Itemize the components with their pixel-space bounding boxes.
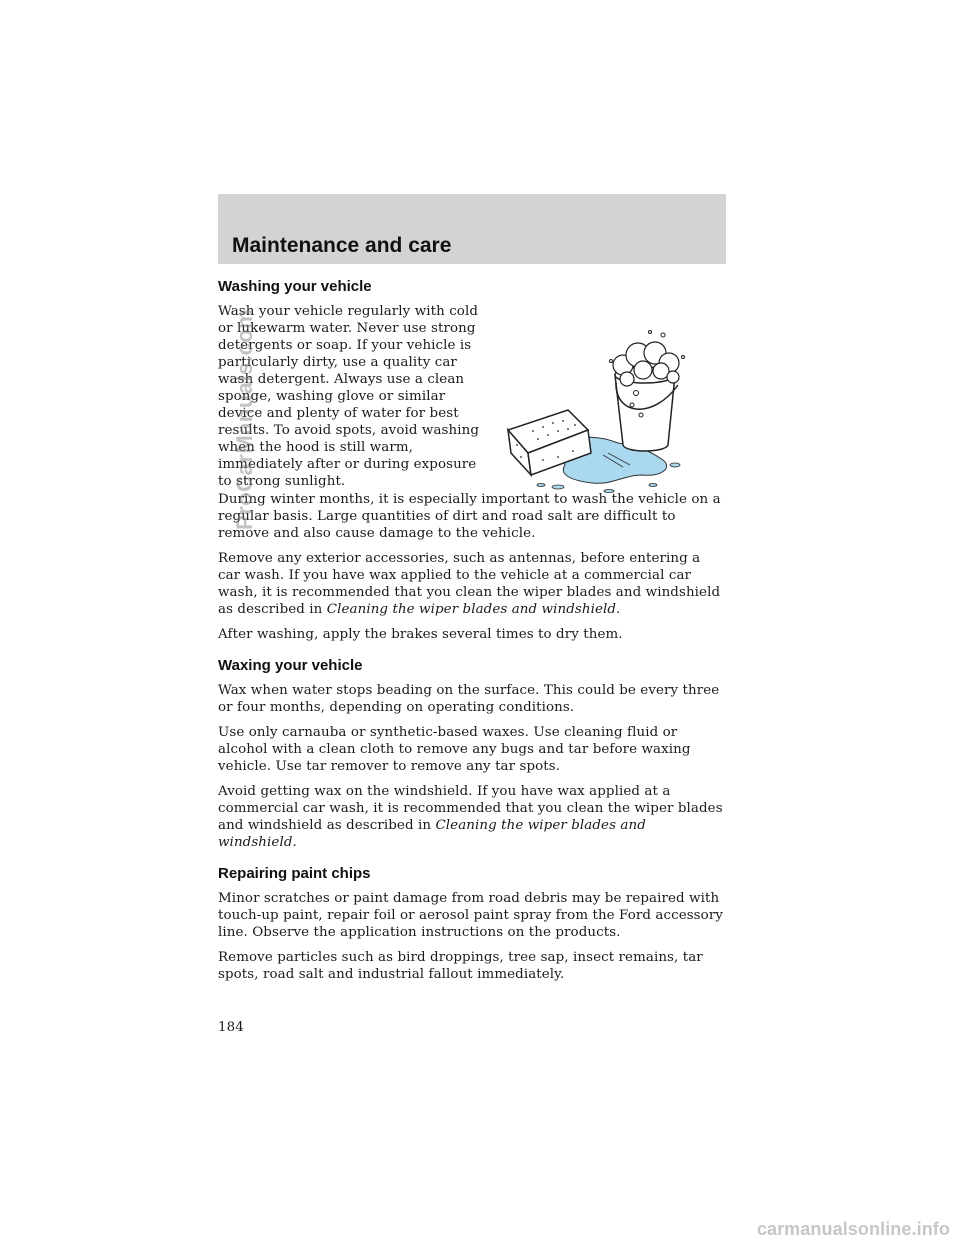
waxing-paragraph-2: Use only carnauba or synthetic-based waxes. Use cleaning fluid or alcohol with a clean cloth to remove any bugs and tar before waxing vehicle. Use tar remover to remove any tar spots. [218, 725, 691, 774]
page-content [218, 278, 726, 991]
paint-paragraph-2: Remove particles such as bird droppings, tree sap, insect remains, tar spots, road salt and industrial fallout immediately. [218, 950, 703, 982]
bucket-sponge-illustration [503, 325, 703, 495]
washing-paragraph-3-text: Remove any exterior accessories, such as antennas, before entering a car wash. If you have wax applied to the vehicle at a commercial car wash, it is recommended that you clean the wiper blades and windshield as described in [218, 551, 721, 617]
washing-intro-block [218, 303, 726, 491]
waxing-paragraph-3 [218, 783, 726, 851]
section-header-band [218, 194, 726, 264]
wiper-cleaning-reference-2: Cleaning the wiper blades and windshield. [218, 818, 646, 850]
bucket-icon [615, 375, 675, 451]
bottom-watermark: carmanualsonline.info [756, 1219, 950, 1239]
side-watermark: ProCarManuals.com [232, 308, 257, 530]
wiper-cleaning-reference: Cleaning the wiper blades and windshield. [326, 602, 621, 617]
washing-paragraph-1: Wash your vehicle regularly with cold or lukewarm water. Never use strong detergents or soap. If your vehicle is particularly dirty, use a quality car wash detergent. Always use a clean sponge, washing glove or similar device and plenty of water for best results. To avoid spots, avoid washing when the hood is still warm, immediately after or during exposure to strong sunlight. [218, 304, 480, 489]
waxing-paragraph-1: Wax when water stops beading on the surface. This could be every three or four months, depending on operating conditions. [218, 683, 720, 715]
waxing-paragraph-3-text: Avoid getting wax on the windshield. If you have wax applied at a commercial car wash, it is recommended that you clean the wiper blades and windshield as described in [218, 784, 723, 833]
paint-paragraph-1: Minor scratches or paint damage from road debris may be repaired with touch-up paint, repair foil or aerosol paint spray from the Ford accessory line. Observe the application instructions on the products. [218, 891, 723, 940]
waxing-heading: Waxing your vehicle [218, 657, 363, 674]
washing-paragraph-4: After washing, apply the brakes several times to dry them. [218, 627, 623, 642]
page-number: 184 [218, 1020, 244, 1035]
washing-paragraph-2: During winter months, it is especially important to wash the vehicle on a regular basis. Large quantities of dirt and road salt are difficult to remove and also cause damage to the vehicle. [218, 492, 721, 541]
paint-heading: Repairing paint chips [218, 865, 371, 882]
section-title: Maintenance and care [232, 234, 452, 257]
washing-heading: Washing your vehicle [218, 278, 372, 295]
washing-paragraph-3 [218, 550, 726, 618]
